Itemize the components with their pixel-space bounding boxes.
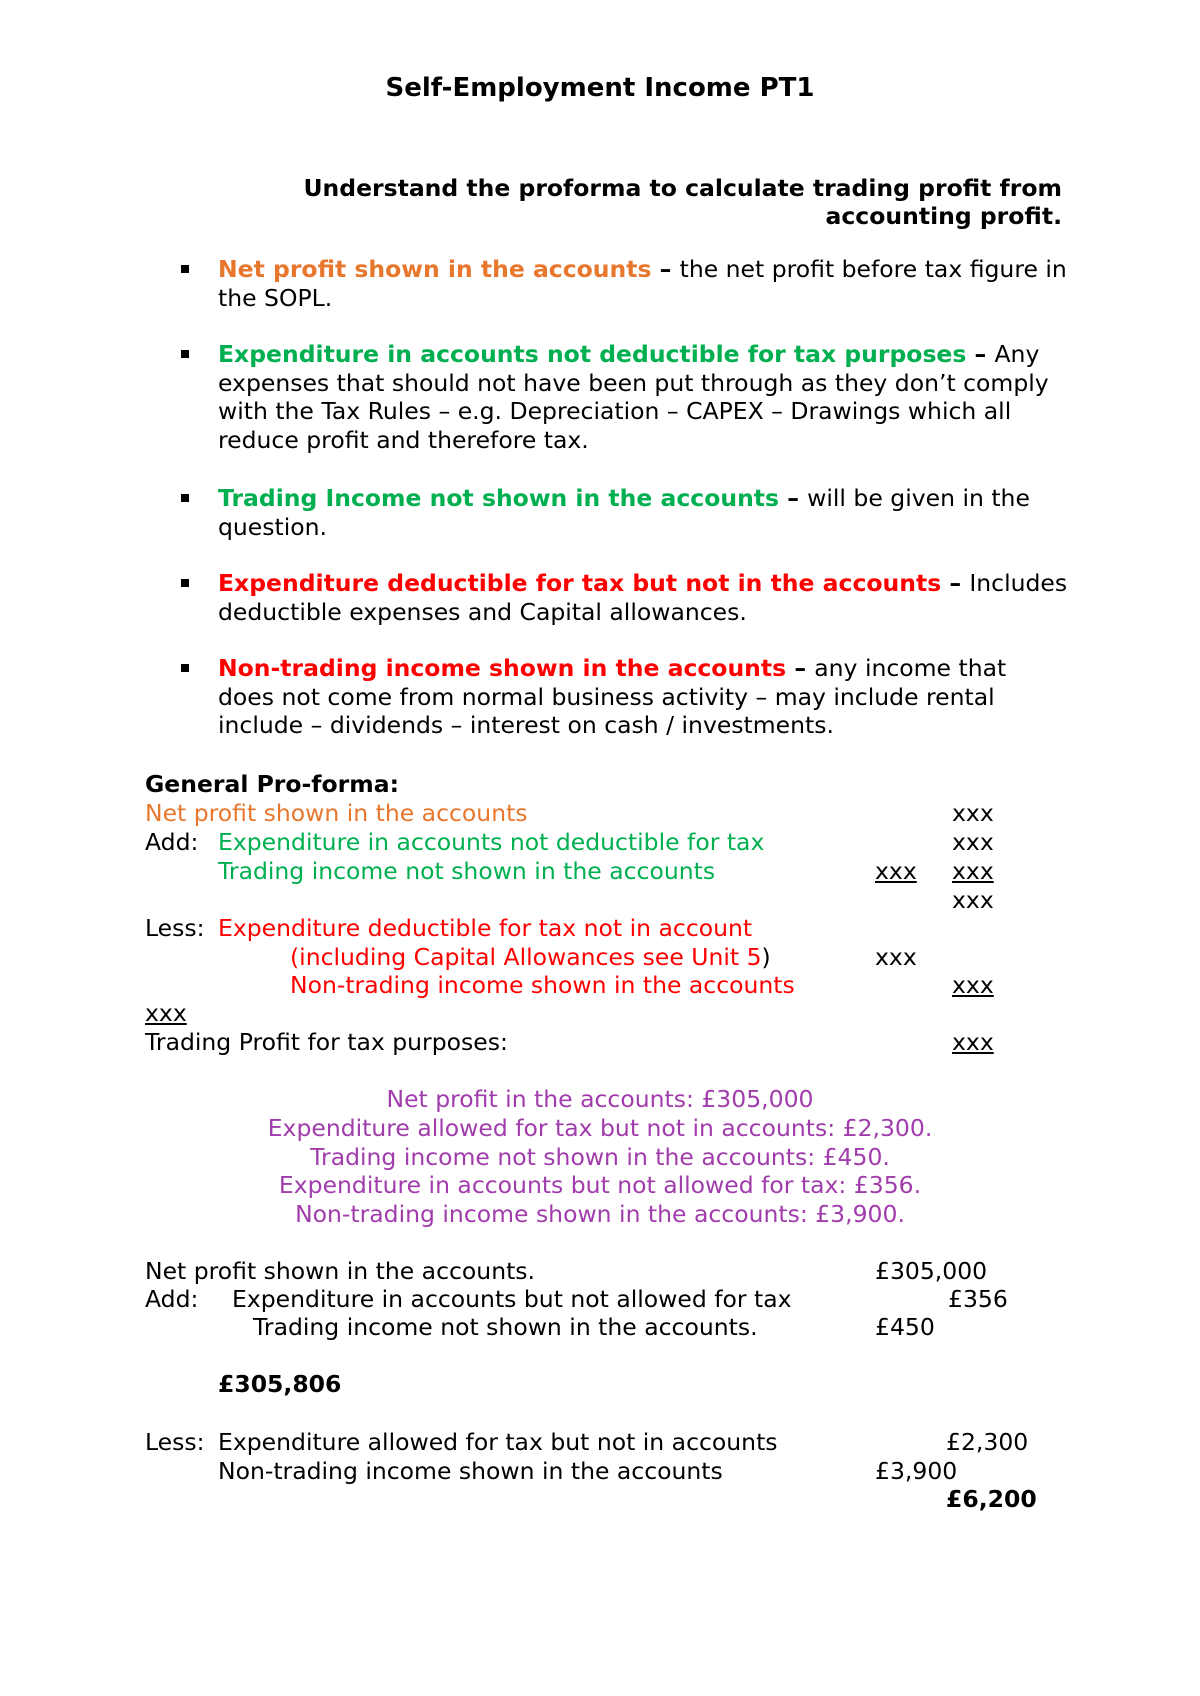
bullet-separator: – [941, 569, 970, 597]
bullet-item [218, 654, 1068, 740]
calc-net-profit-value: £305,000 [875, 1257, 988, 1285]
proforma-value: xxx [952, 971, 994, 999]
example-given-line: Non-trading income shown in the accounts: £3,900. [295, 1200, 905, 1228]
calc-add-item: Trading income not shown in the accounts. [253, 1313, 758, 1341]
bullet-square-icon [181, 664, 189, 672]
bullet-item [218, 569, 1068, 626]
bullet-square-icon [181, 494, 189, 502]
calc-add-item-value: £356 [948, 1285, 1008, 1313]
proforma-less-label: Less: [145, 914, 205, 942]
proforma-value: xxx [952, 857, 994, 885]
bullet-square-icon [181, 350, 189, 358]
proforma-add-item: Trading income not shown in the accounts [218, 857, 716, 885]
proforma-add-item: Expenditure in accounts not deductible for tax [218, 828, 765, 856]
proforma-less-item-note-text: (including Capital Allowances see Unit 5 [290, 943, 762, 971]
bullet-item [218, 484, 1068, 541]
bullet-text: will be given in the question. [218, 484, 1030, 541]
example-given-line: Expenditure allowed for tax but not in accounts: £2,300. [267, 1114, 933, 1142]
proforma-value: xxx [952, 1028, 994, 1056]
proforma-less-item: Expenditure deductible for tax not in account [218, 914, 753, 942]
bullet-heading: Expenditure deductible for tax but not in the accounts [218, 569, 942, 597]
proforma-less-item-note [290, 943, 771, 972]
proforma-trading-profit: Trading Profit for tax purposes: [145, 1028, 508, 1056]
calc-less-item-value: £2,300 [946, 1428, 1029, 1456]
bullet-heading: Non-trading income shown in the accounts [218, 654, 787, 682]
calc-net-profit-label: Net profit shown in the accounts. [145, 1257, 536, 1285]
proforma-less-item-note-close: ) [761, 943, 771, 971]
bullet-heading: Expenditure in accounts not deductible for tax purposes [218, 340, 967, 368]
subtitle-line-2: accounting profit. [825, 202, 1062, 230]
bullet-square-icon [181, 265, 189, 273]
calc-add-label: Add: [145, 1285, 199, 1313]
calc-less-total: £6,200 [946, 1485, 1037, 1513]
calc-subtotal: £305,806 [218, 1370, 342, 1398]
proforma-add-label: Add: [145, 828, 199, 856]
calc-less-item-value: £3,900 [875, 1457, 958, 1485]
calc-less-item: Expenditure allowed for tax but not in accounts [218, 1428, 778, 1456]
example-given-line: Trading income not shown in the accounts: £450. [310, 1143, 890, 1171]
bullet-separator: – [966, 340, 995, 368]
proforma-value: xxx [875, 943, 917, 971]
bullet-item [218, 255, 1068, 312]
bullet-item [218, 340, 1068, 454]
calc-less-label: Less: [145, 1428, 205, 1456]
bullet-text: any income that does not come from normal business activity – may include rental include – dividends – interest on cash / investments. [218, 654, 1007, 739]
page-title: Self-Employment Income PT1 [385, 73, 815, 103]
subtitle-line-1: Understand the proforma to calculate trading profit from [303, 174, 1062, 202]
bullet-text: Any expenses that should not have been put through as they don’t comply with the Tax Rules – e.g. Depreciation – CAPEX – Drawings which all reduce profit and therefore tax. [218, 340, 1049, 454]
bullet-heading: Net profit shown in the accounts [218, 255, 652, 283]
proforma-value: xxx [875, 857, 917, 885]
bullet-separator: – [786, 654, 815, 682]
bullet-heading: Trading Income not shown in the accounts [218, 484, 780, 512]
proforma-less-item: Non-trading income shown in the accounts [290, 971, 795, 999]
proforma-value: xxx [952, 828, 994, 856]
bullet-text: the net profit before tax figure in the SOPL. [218, 255, 1067, 312]
bullet-text: Includes deductible expenses and Capital allowances. [218, 569, 1068, 626]
proforma-value: xxx [952, 886, 994, 914]
bullet-square-icon [181, 579, 189, 587]
bullet-separator: – [779, 484, 808, 512]
calc-less-item: Non-trading income shown in the accounts [218, 1457, 723, 1485]
proforma-heading: General Pro-forma: [145, 770, 399, 798]
proforma-value: xxx [952, 799, 994, 827]
calc-add-item: Expenditure in accounts but not allowed for tax [232, 1285, 792, 1313]
example-given-line: Expenditure in accounts but not allowed for tax: £356. [278, 1171, 922, 1199]
proforma-net-profit: Net profit shown in the accounts [145, 799, 528, 827]
bullet-separator: – [651, 255, 680, 283]
proforma-value: xxx [145, 999, 187, 1027]
calc-add-item-value: £450 [875, 1313, 935, 1341]
example-given-line: Net profit in the accounts: £305,000 [386, 1085, 814, 1113]
